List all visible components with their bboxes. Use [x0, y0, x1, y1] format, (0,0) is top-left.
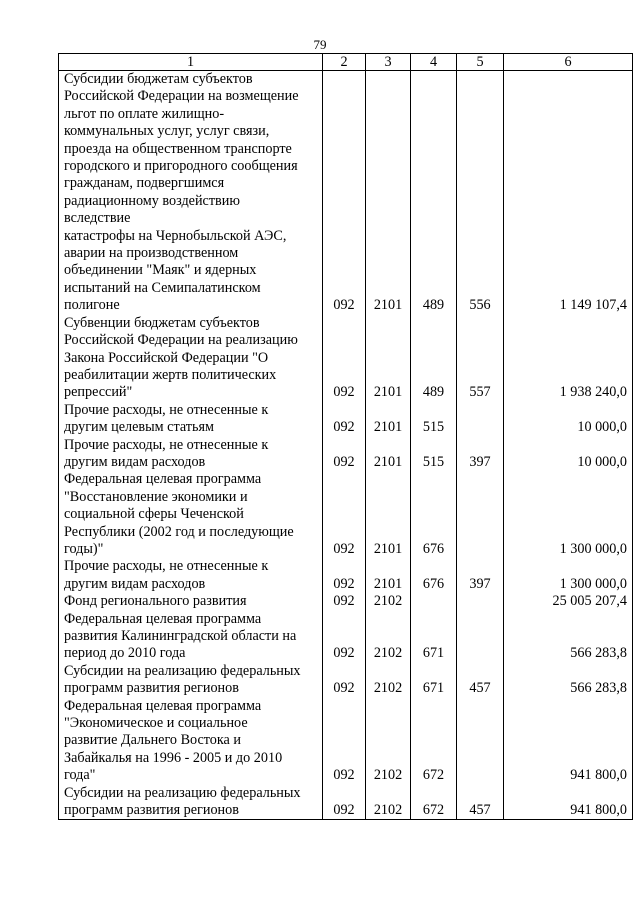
amount-cell: 1 300 000,0 [504, 471, 633, 558]
section-code-cell: 2101 [366, 402, 411, 437]
target-article-cell [411, 593, 457, 610]
target-article-cell: 489 [411, 71, 457, 315]
table-row [59, 437, 633, 472]
table-row [59, 71, 633, 315]
expense-type-cell [457, 402, 504, 437]
amount-cell: 566 283,8 [504, 663, 633, 698]
expense-name-cell: Федеральная целевая программа "Восстановление экономики и социальной сферы Чеченской Республики (2002 год и последующие годы)" [59, 471, 323, 558]
expense-name-cell: Субсидии на реализацию федеральных программ развития регионов [59, 663, 323, 698]
ministry-code-cell: 092 [323, 437, 366, 472]
column-header: 5 [457, 54, 504, 71]
expense-type-cell [457, 611, 504, 663]
expense-name-cell: Фонд регионального развития [59, 593, 323, 610]
column-header: 6 [504, 54, 633, 71]
target-article-cell: 515 [411, 402, 457, 437]
expense-type-cell: 556 [457, 71, 504, 315]
expense-name-cell: Федеральная целевая программа развития Калининградской области на период до 2010 года [59, 611, 323, 663]
ministry-code-cell: 092 [323, 71, 366, 315]
expense-name-cell: Прочие расходы, не отнесенные к другим видам расходов [59, 558, 323, 593]
ministry-code-cell: 092 [323, 315, 366, 402]
expense-name-cell: Прочие расходы, не отнесенные к другим видам расходов [59, 437, 323, 472]
expense-name-cell: Прочие расходы, не отнесенные к другим целевым статьям [59, 402, 323, 437]
target-article-cell: 671 [411, 611, 457, 663]
table-row [59, 315, 633, 402]
section-code-cell: 2102 [366, 663, 411, 698]
ministry-code-cell: 092 [323, 593, 366, 610]
section-code-cell: 2101 [366, 437, 411, 472]
expense-type-cell [457, 471, 504, 558]
section-code-cell: 2102 [366, 611, 411, 663]
expense-name-cell: Субвенции бюджетам субъектов Российской Федерации на реализацию Закона Российской Федерации "О реабилитации жертв политических репрессий" [59, 315, 323, 402]
table-row [59, 663, 633, 698]
amount-cell: 1 300 000,0 [504, 558, 633, 593]
amount-cell: 10 000,0 [504, 402, 633, 437]
column-header: 2 [323, 54, 366, 71]
table-row [59, 593, 633, 610]
ministry-code-cell: 092 [323, 558, 366, 593]
expense-type-cell: 397 [457, 437, 504, 472]
ministry-code-cell: 092 [323, 663, 366, 698]
target-article-cell: 676 [411, 558, 457, 593]
expense-type-cell: 397 [457, 558, 504, 593]
header-row [59, 54, 633, 71]
column-header: 3 [366, 54, 411, 71]
table-row [59, 785, 633, 820]
target-article-cell: 515 [411, 437, 457, 472]
section-code-cell: 2102 [366, 785, 411, 820]
ministry-code-cell: 092 [323, 402, 366, 437]
target-article-cell: 672 [411, 785, 457, 820]
budget-table [58, 53, 633, 820]
expense-type-cell [457, 593, 504, 610]
page-number: 79 [313, 37, 327, 52]
expense-name-cell: Федеральная целевая программа "Экономическое и социальное развитие Дальнего Востока и Забайкалья на 1996 - 2005 и до 2010 года" [59, 698, 323, 785]
section-code-cell: 2101 [366, 471, 411, 558]
expense-type-cell: 457 [457, 785, 504, 820]
expense-name-cell: Субсидии бюджетам субъектов Российской Федерации на возмещение льгот по оплате жилищно- коммунальных услуг, услуг связи, проезда на общественном транспорте городского и пригородного сообщения гражданам, подвергшимся радиационному воздействию вследствие катастрофы на Чернобыльской АЭС, аварии на производственном объединении "Маяк" и ядерных испытаний на Семипалатинском полигоне [59, 71, 323, 315]
target-article-cell: 489 [411, 315, 457, 402]
amount-cell: 25 005 207,4 [504, 593, 633, 610]
column-header: 4 [411, 54, 457, 71]
amount-cell: 1 149 107,4 [504, 71, 633, 315]
expense-type-cell [457, 698, 504, 785]
ministry-code-cell: 092 [323, 471, 366, 558]
section-code-cell: 2102 [366, 593, 411, 610]
amount-cell: 941 800,0 [504, 698, 633, 785]
expense-type-cell: 557 [457, 315, 504, 402]
ministry-code-cell: 092 [323, 698, 366, 785]
table-row [59, 558, 633, 593]
column-header: 1 [59, 54, 323, 71]
target-article-cell: 676 [411, 471, 457, 558]
amount-cell: 10 000,0 [504, 437, 633, 472]
target-article-cell: 671 [411, 663, 457, 698]
table-row [59, 402, 633, 437]
expense-name-cell: Субсидии на реализацию федеральных программ развития регионов [59, 785, 323, 820]
section-code-cell: 2102 [366, 698, 411, 785]
ministry-code-cell: 092 [323, 785, 366, 820]
table-row [59, 471, 633, 558]
section-code-cell: 2101 [366, 558, 411, 593]
expense-type-cell: 457 [457, 663, 504, 698]
ministry-code-cell: 092 [323, 611, 366, 663]
amount-cell: 941 800,0 [504, 785, 633, 820]
section-code-cell: 2101 [366, 315, 411, 402]
table-row [59, 698, 633, 785]
target-article-cell: 672 [411, 698, 457, 785]
amount-cell: 566 283,8 [504, 611, 633, 663]
section-code-cell: 2101 [366, 71, 411, 315]
amount-cell: 1 938 240,0 [504, 315, 633, 402]
table-row [59, 611, 633, 663]
